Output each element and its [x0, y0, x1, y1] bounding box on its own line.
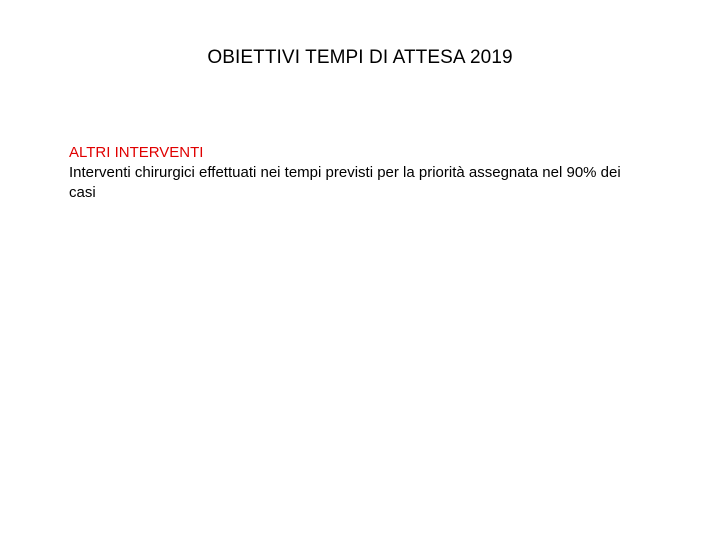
section-heading: ALTRI INTERVENTI: [69, 144, 204, 161]
slide-content: [69, 143, 639, 203]
slide-title: OBIETTIVI TEMPI DI ATTESA 2019: [207, 47, 513, 68]
body-text: Interventi chirurgici effettuati nei tempi previsti per la priorità assegnata nel 90% dei casi: [69, 164, 621, 201]
